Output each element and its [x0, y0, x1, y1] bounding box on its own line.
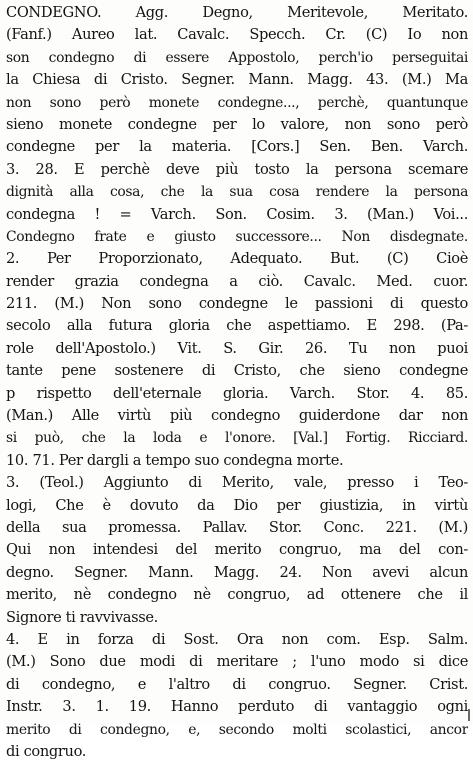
entry-line: p rispetto dell'eternale gloria. Varch. Stor. 4. 85.: [6, 384, 468, 402]
entry-line: condegna ! = Varch. Son. Cosim. 3. (Man.) Voi...: [6, 205, 468, 223]
entry-line: sieno monete condegne per lo valore, non sono però: [6, 115, 468, 133]
column-edge-mark: [468, 709, 470, 721]
entry-line: tante pene sostenere di Cristo, che sieno condegne: [6, 362, 468, 380]
entry-line: logi, Che è dovuto da Dio per giustizia, in virtù: [6, 496, 468, 514]
entry-line: degno. Segner. Mann. Magg. 24. Non avevi alcun: [6, 563, 468, 581]
entry-line: 4. E in forza di Sost. Ora non com. Esp. Salm.: [6, 630, 468, 648]
entry-line: la Chiesa di Cristo. Segner. Mann. Magg. 43. (M.) Ma: [6, 71, 468, 89]
entry-line: 10. 71. Per dargli a tempo suo condegna morte.: [6, 451, 344, 469]
dictionary-entry-condegno: [6, 2, 468, 763]
entry-line: CONDEGNO. Agg. Degno, Meritevole, Meritato.: [6, 4, 468, 21]
entry-line: non sono però monete condegne..., perchè, quantunque: [6, 94, 468, 111]
entry-line: si può, che la loda e l'onore. [Val.] Fortig. Ricciard.: [6, 430, 468, 447]
entry-line: 3. (Teol.) Aggiunto di Merito, vale, presso i Teo-: [6, 474, 468, 492]
entry-line: Condegno frate e giusto successore... Non disdegnate.: [6, 228, 468, 245]
entry-line: della sua promessa. Pallav. Stor. Conc. 221. (M.): [6, 518, 468, 536]
entry-line: 3. 28. E perchè deve più tosto la persona scemare: [6, 160, 468, 178]
entry-line: di congruo.: [6, 742, 87, 760]
entry-line: merito, nè condegno nè congruo, ad ottenere che il: [6, 586, 468, 604]
entry-line: condegne per la materia. [Cors.] Sen. Ben. Varch.: [6, 138, 468, 156]
entry-line: Qui non intendesi del merito congruo, ma del con-: [6, 541, 468, 559]
entry-line: di condegno, e l'altro di congruo. Segner. Crist.: [6, 675, 468, 693]
entry-line: secolo alla futura gloria che aspettiamo. E 298. (Pa-: [6, 317, 468, 335]
entry-line: role dell'Apostolo.) Vit. S. Gir. 26. Tu non puoi: [6, 339, 468, 357]
entry-line: merito di condegno, e, secondo molti scolastici, ancor: [6, 721, 468, 738]
entry-line: (M.) Sono due modi di meritare ; l'uno modo si dice: [6, 653, 468, 671]
entry-line: render grazia condegna a ciò. Cavalc. Med. cuor.: [6, 272, 468, 290]
entry-line: 2. Per Proporzionato, Adequato. But. (C) Cioè: [6, 250, 468, 268]
entry-line: Signore ti ravvivasse.: [6, 608, 158, 626]
entry-line: Instr. 3. 1. 19. Hanno perduto di vantaggio ogni: [6, 698, 468, 716]
entry-line: son condegno di essere Appostolo, perch'io perseguitai: [6, 49, 468, 66]
entry-line: (Fanf.) Aureo lat. Cavalc. Specch. Cr. (C) Io non: [6, 26, 468, 44]
entry-line: 211. (M.) Non sono condegne le passioni di questo: [6, 295, 468, 313]
entry-line: (Man.) Alle virtù più condegno guiderdone dar non: [6, 407, 468, 425]
entry-line: dignità alla cosa, che la sua cosa rendere la persona: [6, 184, 468, 201]
